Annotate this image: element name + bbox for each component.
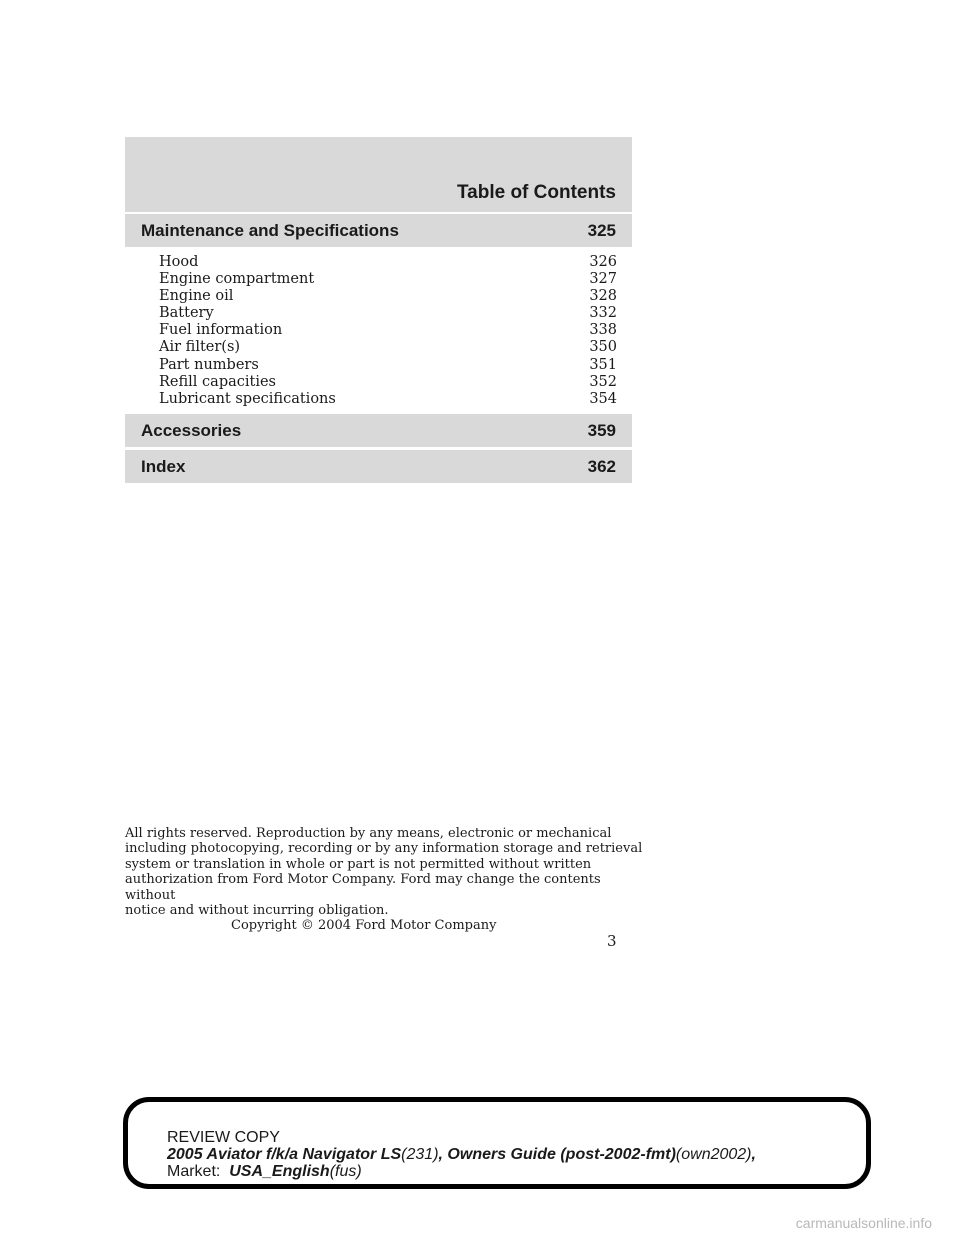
model-code: (231) — [401, 1146, 439, 1163]
toc-header — [125, 137, 632, 212]
entry-page: 354 — [589, 390, 617, 407]
entry-page: 328 — [589, 288, 617, 305]
separator: , — [751, 1146, 756, 1163]
copyright-notice: Copyright © 2004 Ford Motor Company — [231, 918, 497, 934]
section-label: Index — [141, 457, 186, 476]
section-page: 359 — [587, 421, 616, 440]
toc-entry[interactable] — [159, 374, 617, 391]
review-copy-label: REVIEW COPY — [167, 1129, 280, 1146]
entry-label: Air filter(s) — [159, 339, 241, 356]
entry-label: Refill capacities — [159, 373, 276, 390]
legal-line: system or translation in whole or part is not permitted without written — [125, 856, 592, 872]
entry-label: Part numbers — [159, 356, 259, 373]
toc-section-accessories[interactable] — [125, 414, 632, 447]
entry-label: Battery — [159, 305, 214, 322]
toc-section-maintenance[interactable] — [125, 214, 632, 247]
review-copy-box — [123, 1097, 871, 1189]
toc-section-index[interactable] — [125, 450, 632, 483]
toc-entry[interactable] — [159, 254, 617, 271]
legal-line: notice and without incurring obligation. — [125, 903, 389, 919]
toc-entry-list — [159, 254, 617, 408]
market-code: (fus) — [329, 1163, 362, 1180]
toc-entry[interactable] — [159, 305, 617, 322]
review-market-line — [167, 1163, 756, 1180]
legal-notice — [125, 826, 645, 934]
toc-entry[interactable] — [159, 339, 617, 356]
entry-label: Engine compartment — [159, 271, 315, 288]
legal-line: authorization from Ford Motor Company. Ford may change the contents without — [125, 872, 601, 903]
entry-page: 350 — [589, 339, 617, 356]
model-name: 2005 Aviator f/k/a Navigator LS — [167, 1146, 402, 1163]
toc-entry[interactable] — [159, 288, 617, 305]
toc-entry[interactable] — [159, 322, 617, 339]
review-copy-text — [167, 1129, 756, 1180]
market-label: Market: — [167, 1163, 230, 1180]
page-number: 3 — [607, 932, 617, 950]
market-name: USA_English — [229, 1163, 330, 1180]
section-page: 362 — [587, 457, 616, 476]
entry-label: Lubricant specifications — [159, 390, 336, 407]
entry-label: Hood — [159, 254, 199, 270]
entry-page: 332 — [589, 305, 617, 322]
entry-page: 352 — [589, 373, 617, 390]
toc-entry[interactable] — [159, 391, 617, 408]
section-label: Maintenance and Specifications — [141, 221, 399, 240]
entry-page: 326 — [589, 254, 617, 270]
guide-name: Owners Guide (post-2002-fmt) — [447, 1146, 676, 1163]
toc-entry[interactable] — [159, 357, 617, 374]
page-title: Table of Contents — [456, 182, 616, 203]
legal-line: including photocopying, recording or by any information storage and retrieval — [125, 841, 643, 857]
separator: , — [438, 1146, 448, 1163]
watermark: carmanualsonline.info — [795, 1215, 932, 1231]
section-page: 325 — [587, 221, 616, 240]
guide-code: (own2002) — [675, 1146, 752, 1163]
section-label: Accessories — [141, 421, 242, 440]
entry-page: 351 — [589, 356, 617, 373]
entry-page: 338 — [589, 322, 617, 339]
entry-label: Engine oil — [159, 288, 234, 305]
entry-label: Fuel information — [159, 322, 283, 339]
review-model-line — [167, 1146, 756, 1163]
entry-page: 327 — [589, 271, 617, 288]
legal-line: All rights reserved. Reproduction by any means, electronic or mechanical — [125, 826, 612, 841]
toc-entry[interactable] — [159, 271, 617, 288]
